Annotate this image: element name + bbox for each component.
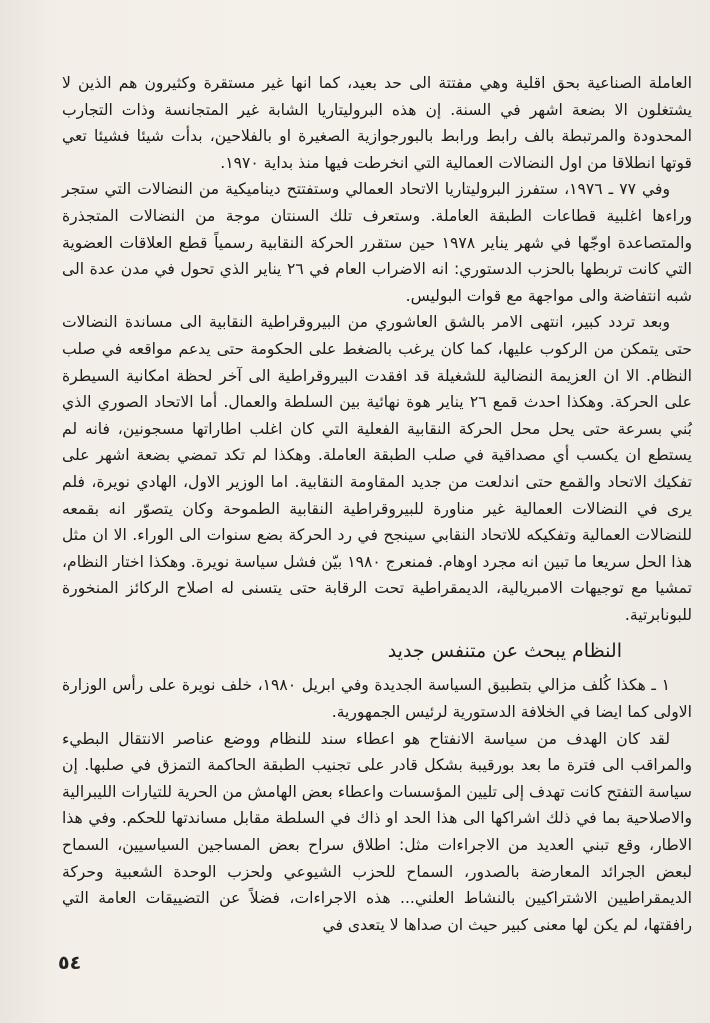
paragraph: وفي ٧٧ ـ ١٩٧٦، ستفرز البروليتاريا الاتحاد العمالي وستفتتح ديناميكية من النضالات التي ستجر وراءها اغلبية قطاعات الطبقة العاملة. وستعرف تلك السنتان موجة من النضالات المتجذرة والمتصاعدة اوجّها في شهر يناير ١٩٧٨ حين ستقرر الحركة النقابية رسمياً قطع العلاقات العضوية التي كانت تربطها بالحزب الدستوري: انه الاضراب العام في ٢٦ يناير الذي تحول في مدن عدة الى شبه انتفاضة والى مواجهة مع قوات البوليس.: [62, 180, 692, 305]
page-number: ٥٤: [58, 952, 82, 974]
paragraph: ١ ـ هكذا كُلف مزالي بتطبيق السياسة الجديدة وفي ابريل ١٩٨٠، خلف نويرة على رأس الوزارة الاولى كما ايضا في الخلافة الدستورية لرئيس الجمهورية.: [62, 676, 692, 722]
paragraph: لقد كان الهدف من سياسة الانفتاح هو اعطاء سند للنظام ووضع عناصر الانتقال البطيء والمراقب الى فترة ما بعد بورقيبة بشكل قادر على تجنيب الطبقة الحاكمة التمزق في صلبها. إن سياسة التفتح كانت تهدف إلى تليين المؤسسات واعطاء بعض الهامش من الحرية للتيارات الليبرالية والاصلاحية بما في ذلك اشراكها الى هذا الحد او ذاك في السلطة مقابل مساندتها للحكم. وفي هذا الاطار، وقع تبني العديد من الاجراءات مثل: اطلاق سراح بعض المساجين السياسيين، السماح لبعض الجرائد المعارضة بالصدور، السماح للحزب الشيوعي ولحزب الوحدة الشعبية وحركة الديمقراطيين الاشتراكيين بالنشاط العلني... هذه الاجراءات، فضلاً عن التضييقات العامة التي رافقتها، لم يكن لها معنى كبير حيث ان صداها لا يتعدى في: [62, 729, 692, 934]
paragraph: وبعد تردد كبير، انتهى الامر بالشق العاشوري من البيروقراطية النقابية الى مساندة النضالات حتى يتمكن من الركوب عليها، كما كان يرغب بالضغط على الحكومة حتى يدعم مواقعه في صلب النظام. الا ان العزيمة النضالية للشغيلة قد افقدت البيروقراطية الى آخر لحظة امكانية السيطرة على الحركة. وهكذا احدث قمع ٢٦ يناير هوة نهائية بين السلطة والعمال. أما الاتحاد الصوري الذي بُني بسرعة حتى يحل محل الحركة النقابية الفعلية التي كان اغلب اطاراتها مسجونين، فانه لم يستطع ان يكسب أي مصداقية في صلب الطبقة العاملة. وهكذا لم تكد تمضي بضعة اشهر على تفكيك الاتحاد والقمع حتى اندلعت من جديد المقاومة النقابية. اما الوزير الاول، الهادي نويرة، فلم يرى في النضالات العمالية غير مناورة للبيروقراطية النقابية الطموحة وكان يتصوّر انه بقمعه للنضالات العمالية وتفكيكه للاتحاد النقابي سينجح في رد الحركة بضع سنوات الى الوراء. الا ان مثل هذا الحل سريعا ما تبين انه مجرد اوهام. فمنعرج ١٩٨٠ بيّن فشل سياسة نويرة. وهكذا اختار النظام، تمشيا مع توجيهات الامبريالية، الديمقراطية تحت الرقابة حتى يتسنى له اصلاح الركائز المنخورة للبونابرتية.: [62, 313, 692, 624]
section-heading: النظام يبحث عن متنفس جديد: [387, 640, 622, 663]
body-text: [62, 70, 692, 938]
paragraph: العاملة الصناعية بحق اقلية وهي مفتتة الى حد بعيد، كما انها غير مستقرة وكثيرون هم الذين لا يشتغلون الا بضعة اشهر في السنة. إن هذه البروليتاريا الشابة غير المتجانسة وذات التجارب المحدودة والمرتبطة بالف رابط ورابط بالبورجوازية الصغيرة او بالفلاحين، بدأت شيئا فشيئا تعي قوتها انطلاقا من اول النضالات العمالية التي انخرطت فيها منذ بداية ١٩٧٠.: [62, 74, 692, 172]
